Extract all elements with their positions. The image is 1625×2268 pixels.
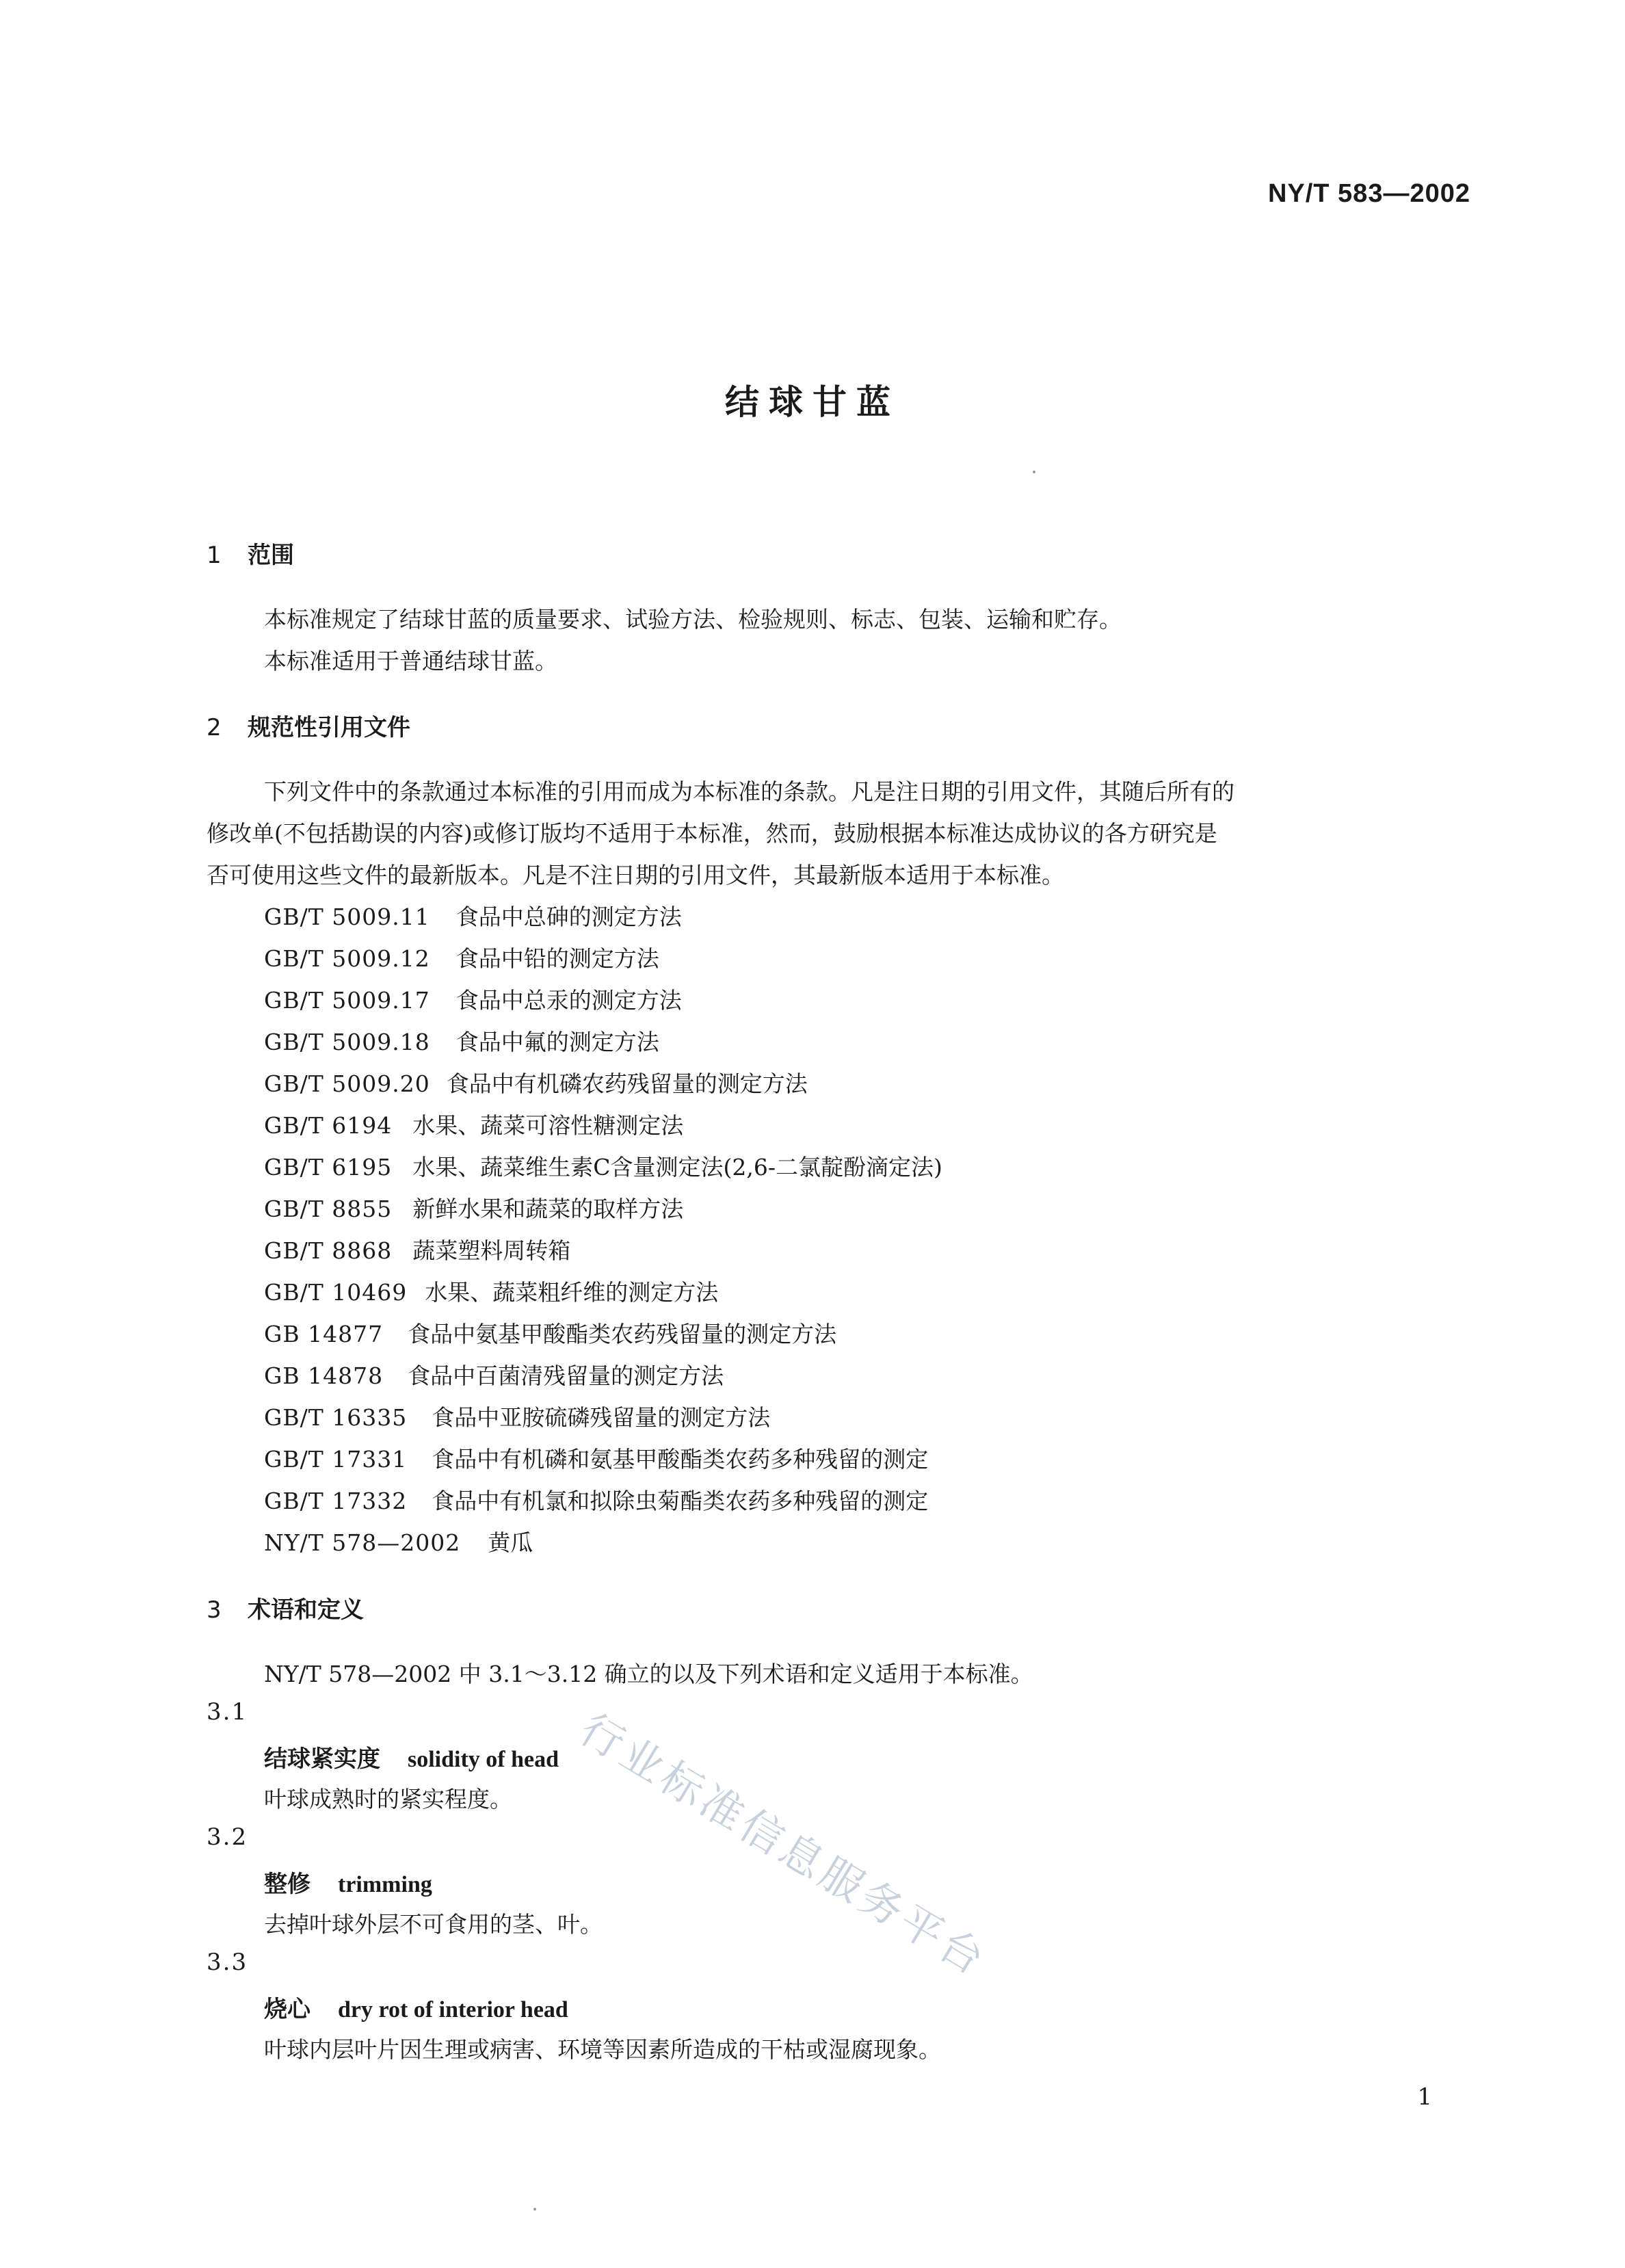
term-number: 3.2: [207, 1823, 248, 1851]
term-heading: [264, 1990, 568, 2024]
reference-item: [264, 1317, 836, 1349]
reference-title: 食品中亚胺硫磷残留量的测定方法: [432, 1404, 771, 1431]
term-zh: 整修: [264, 1871, 311, 1898]
reference-title: 食品中有机氯和拟除虫菊酯类农药多种残留的测定: [432, 1488, 929, 1514]
reference-code: GB/T 5009.17: [264, 987, 430, 1014]
section-title: 范围: [248, 542, 294, 569]
reference-code: GB/T 6195: [264, 1154, 393, 1181]
section-number: 2: [207, 714, 222, 741]
term-zh: 烧心: [264, 1996, 311, 2023]
term-en: solidity of head: [408, 1747, 559, 1772]
paragraph-line: 下列文件中的条款通过本标准的引用而成为本标准的条款。凡是注日期的引用文件，其随后所有的: [264, 778, 1234, 805]
reference-title: 食品中百菌清残留量的测定方法: [408, 1362, 724, 1389]
reference-code: GB/T 8868: [264, 1237, 393, 1264]
section-number: 3: [207, 1596, 222, 1624]
term-definition: 叶球成熟时的紧实程度。: [264, 1786, 512, 1812]
reference-code: GB 14878: [264, 1362, 384, 1389]
reference-title: 水果、蔬菜粗纤维的测定方法: [425, 1279, 719, 1306]
reference-code: GB/T 5009.12: [264, 945, 430, 972]
document-title: 结球甘蓝: [725, 382, 900, 422]
standard-code: NY/T 583—2002: [1267, 179, 1470, 208]
reference-code: GB/T 10469: [264, 1279, 408, 1306]
paragraph-line: 否可使用这些文件的最新版本。凡是不注日期的引用文件，其最新版本适用于本标准。: [207, 862, 1064, 888]
reference-code: NY/T 578—2002: [264, 1529, 461, 1556]
reference-title: 食品中氨基甲酸酯类农药残留量的测定方法: [408, 1321, 837, 1347]
term-zh: 结球紧实度: [264, 1745, 380, 1773]
term-number: 3.3: [207, 1949, 248, 1976]
reference-code: GB/T 5009.20: [264, 1070, 430, 1097]
reference-title: 食品中有机磷农药残留量的测定方法: [446, 1070, 808, 1097]
term-definition: 去掉叶球外层不可食用的茎、叶。: [264, 1911, 603, 1938]
term-en: dry rot of interior head: [338, 1997, 568, 2022]
reference-title: 新鲜水果和蔬菜的取样方法: [412, 1196, 684, 1222]
reference-title: 蔬菜塑料周转箱: [412, 1237, 571, 1264]
reference-item: [264, 1025, 659, 1057]
reference-code: GB/T 5009.18: [264, 1029, 430, 1055]
reference-item: [264, 1275, 718, 1307]
reference-item: [264, 1400, 770, 1432]
reference-code: GB/T 5009.11: [264, 904, 430, 930]
paragraph-line: 本标准适用于普通结球甘蓝。: [264, 648, 557, 674]
term-definition: 叶球内层叶片因生理或病害、环境等因素所造成的干枯或湿腐现象。: [264, 2036, 941, 2063]
page-number: 1: [1417, 2083, 1432, 2111]
reference-code: GB/T 17331: [264, 1446, 408, 1473]
watermark: 行业标准信息服务平台: [571, 1704, 996, 1986]
section-1-heading: [207, 536, 294, 570]
section-title: 术语和定义: [248, 1596, 364, 1624]
section-number: 1: [207, 542, 222, 569]
reference-code: GB/T 17332: [264, 1488, 408, 1514]
reference-title: 食品中铅的测定方法: [455, 945, 659, 972]
reference-code: GB 14877: [264, 1321, 384, 1347]
reference-title: 黄瓜: [488, 1529, 533, 1556]
reference-title: 水果、蔬菜维生素C含量测定法(2,6-二氯靛酚滴定法): [412, 1154, 942, 1181]
scan-speck: [533, 2208, 536, 2211]
reference-title: 食品中总汞的测定方法: [455, 987, 682, 1014]
reference-item: [264, 1484, 928, 1516]
section-title: 规范性引用文件: [248, 714, 410, 741]
reference-code: GB/T 16335: [264, 1404, 408, 1431]
scan-speck: [1033, 471, 1035, 473]
reference-title: 水果、蔬菜可溶性糖测定法: [412, 1112, 684, 1139]
term-en: trimming: [338, 1872, 432, 1897]
section-2-heading: [207, 709, 410, 742]
reference-code: GB/T 8855: [264, 1196, 393, 1222]
reference-item: [264, 1191, 683, 1224]
reference-title: 食品中氟的测定方法: [455, 1029, 659, 1055]
reference-item: [264, 1525, 533, 1557]
section-3-heading: [207, 1591, 364, 1624]
reference-item: [264, 1066, 808, 1098]
reference-item: [264, 1150, 942, 1182]
paragraph-line: 修改单(不包括勘误的内容)或修订版均不适用于本标准，然而，鼓励根据本标准达成协议的各方研究是: [207, 820, 1217, 847]
reference-item: [264, 983, 682, 1015]
paragraph-line: NY/T 578—2002 中 3.1～3.12 确立的以及下列术语和定义适用于本标准。: [264, 1661, 1033, 1687]
reference-item: [264, 1108, 683, 1140]
reference-item: [264, 941, 659, 973]
reference-item: [264, 1233, 570, 1265]
term-heading: [264, 1865, 432, 1899]
paragraph-line: 本标准规定了结球甘蓝的质量要求、试验方法、检验规则、标志、包装、运输和贮存。: [264, 606, 1122, 633]
reference-item: [264, 1442, 928, 1474]
term-heading: [264, 1740, 559, 1773]
reference-code: GB/T 6194: [264, 1112, 393, 1139]
term-number: 3.1: [207, 1698, 248, 1726]
reference-item: [264, 1358, 724, 1390]
reference-title: 食品中有机磷和氨基甲酸酯类农药多种残留的测定: [432, 1446, 929, 1473]
reference-title: 食品中总砷的测定方法: [455, 904, 682, 930]
reference-item: [264, 899, 682, 932]
